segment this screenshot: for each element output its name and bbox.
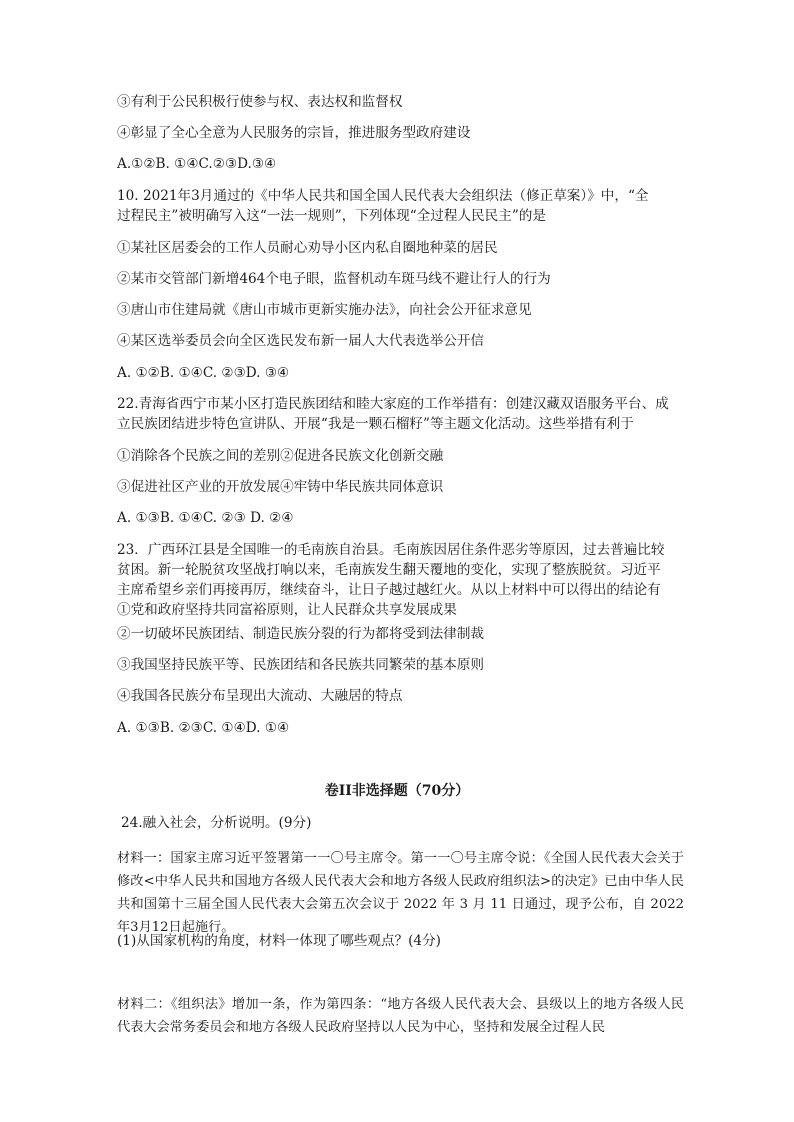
q23-option-3: ③我国坚持民族平等、民族团结和各民族共同繁荣的基本原则 xyxy=(117,657,485,673)
sub-question-1: (1)从国家机构的角度，材料一体现了哪些观点？(4分) xyxy=(117,933,441,949)
question-22-stem: 22.青海省西宁市某小区打造民族团结和睦大家庭的工作举措有：创建汉藏双语服务平台、成 xyxy=(117,396,669,412)
q23-option-2: ②一切破坏民族团结、制造民族分裂的行为都将受到法律制裁 xyxy=(117,626,485,642)
question-23-stem-cont-1: 贫困。新一轮脱贫攻坚战打响以来，毛南族发生翻天覆地的变化，实现了整族脱贫。习近平 xyxy=(117,562,661,578)
answer-choices: A.①②B. ①④C.②③D.③④ xyxy=(117,156,277,172)
q23-option-4: ④我国各民族分布呈现出大流动、大融居的特点 xyxy=(117,688,403,704)
q23-answer-choices: A. ①③B. ②③C. ①④D. ①④ xyxy=(117,720,290,736)
question-10-stem-cont: 过程民主”被明确写入这“一法一规则”，下列体现“全过程人民民主”的是 xyxy=(117,208,546,224)
section-title: 卷II非选择题（70分） xyxy=(324,783,470,799)
q10-option-3: ③唐山市住建局就《唐山市城市更新实施办法》，向社会公开征求意见 xyxy=(117,302,532,318)
question-23-stem: 23．广西环江县是全国唯一的毛南族自治县。毛南族因居住条件恶劣等原因，过去普遍比较 xyxy=(117,542,665,558)
question-24-heading: 24.融入社会，分析说明。(9分) xyxy=(121,815,312,831)
q10-option-2: ②某市交管部门新增464个电子眼，监督机动车斑马线不避让行人的行为 xyxy=(117,271,551,287)
question-22-stem-cont: 立民族团结进步特色宣讲队、开展“我是一颗石榴籽”等主题文化活动。这些举措有利于 xyxy=(117,416,634,432)
q23-option-1: ①党和政府坚持共同富裕原则，让人民群众共享发展成果 xyxy=(117,602,457,618)
material-1: 材料一：国家主席习近平签署第一一〇号主席令。第一一〇号主席令说：《全国人民代表大会关于修改<中华人民共和国地方各级人民代表大会和地方各级人民政府组织法>的决定》已由中华人民共和国第十三届全国人民代表大会第五次会议于 2022 年 3 月 11 日通过，现予公布，自 2022 年3月12日起施行。 xyxy=(117,851,684,935)
q10-option-1: ①某社区居委会的工作人员耐心劝导小区内私自圈地种菜的居民 xyxy=(117,240,498,256)
q22-options-1-2: ①消除各个民族之间的差别②促进各民族文化创新交融 xyxy=(117,448,444,464)
question-23-stem-cont-2: 主席希望乡亲们再接再厉，继续奋斗，让日子越过越红火。从以上材料中可以得出的结论有 xyxy=(117,582,661,598)
q10-option-4: ④某区选举委员会向全区选民发布新一届人大代表选举公开信 xyxy=(117,333,485,349)
option-3: ③有利于公民积极行使参与权、表达权和监督权 xyxy=(117,94,403,110)
q22-options-3-4: ③促进社区产业的开放发展④牢铸中华民族共同体意识 xyxy=(117,479,444,495)
q10-answer-choices: A. ①②B. ①④C. ②③D. ③④ xyxy=(117,365,290,381)
question-10-stem: 10. 2021年3月通过的《中华人民共和国全国人民代表大会组织法（修正草案）》中，“全 xyxy=(117,188,649,204)
option-4: ④彰显了全心全意为人民服务的宗旨，推进服务型政府建设 xyxy=(117,125,471,141)
material-2: 材料二：《组织法》增加一条，作为第四条：“地方各级人民代表大会、县级以上的地方各级人民代表大会常务委员会和地方各级人民政府坚持以人民为中心，坚持和发展全过程人民 xyxy=(117,997,684,1035)
q22-answer-choices: A. ①③B. ①④C. ②③ D. ②④ xyxy=(117,510,294,526)
